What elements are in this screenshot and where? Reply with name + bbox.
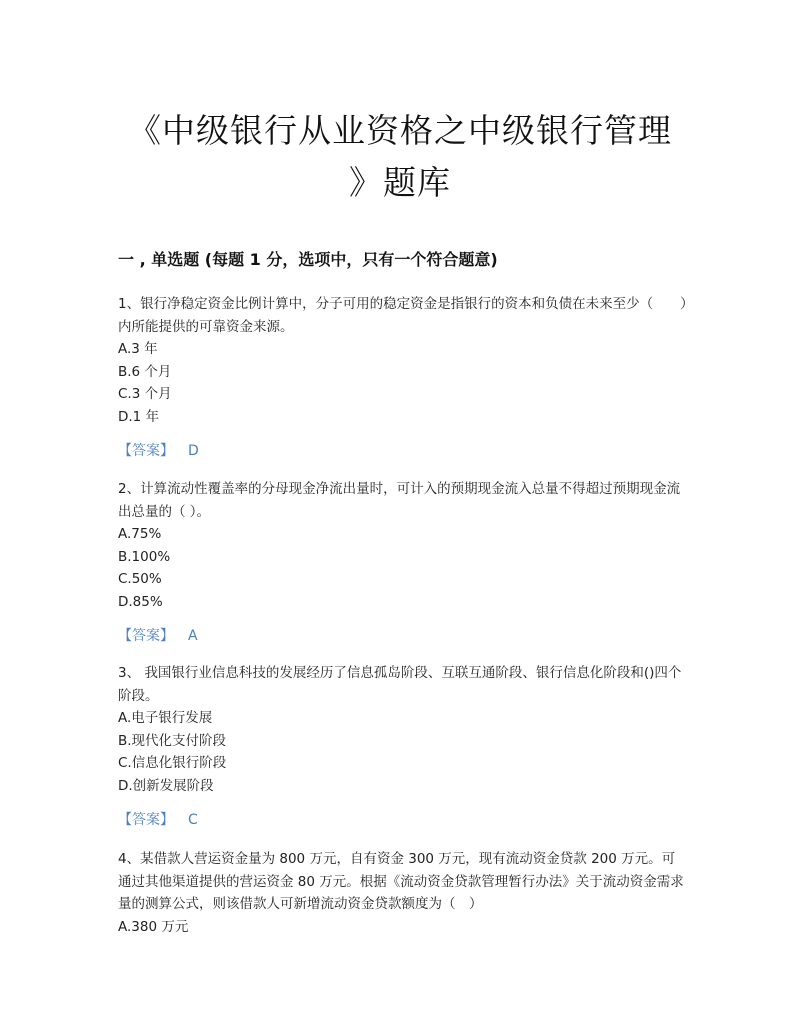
question-4 bbox=[118, 848, 688, 938]
answer-value: C bbox=[188, 812, 198, 828]
answer-line bbox=[118, 440, 688, 463]
option-a: A.75% bbox=[118, 526, 162, 542]
answer-line bbox=[118, 809, 688, 832]
option-d: D.创新发展阶段 bbox=[118, 777, 214, 794]
option-c: C.信息化银行阶段 bbox=[118, 755, 227, 771]
answer-tag: 【答案】 bbox=[118, 443, 174, 459]
option-d: D.85% bbox=[118, 593, 163, 610]
answer-tag: 【答案】 bbox=[118, 812, 174, 828]
answer-tag: 【答案】 bbox=[118, 628, 174, 644]
question-stem: 3、 我国银行业信息科技的发展经历了信息孤岛阶段、互联互通阶段、银行信息化阶段和()四个阶段。 bbox=[118, 665, 682, 704]
option-b: B.6 个月 bbox=[118, 363, 172, 380]
option-a: A.3 年 bbox=[118, 341, 158, 357]
option-a: A.电子银行发展 bbox=[118, 710, 213, 726]
option-a: A.380 万元 bbox=[118, 918, 189, 935]
document-title bbox=[100, 105, 700, 209]
question-stem: 2、计算流动性覆盖率的分母现金净流出量时，可计入的预期现金流入总量不得超过预期现金流出总量的（ ）。 bbox=[118, 481, 681, 520]
answer-value: D bbox=[188, 443, 199, 459]
option-b: B.100% bbox=[118, 548, 171, 565]
option-d: D.1 年 bbox=[118, 408, 160, 425]
section-heading: 一 , 单选题 (每题 1 分，选项中，只有一个符合题意) bbox=[118, 250, 498, 269]
question-1 bbox=[118, 293, 688, 463]
question-stem: 1、银行净稳定资金比例计算中，分子可用的稳定资金是指银行的资本和负债在未来至少（ ）内所能提供的可靠资金来源。 bbox=[118, 296, 687, 335]
title-line-1: 《中级银行从业资格之中级银行管理 bbox=[128, 111, 672, 150]
question-stem: 4、某借款人营运资金量为 800 万元，自有资金 300 万元，现有流动资金贷款 200 万元。可通过其他渠道提供的营运资金 80 万元。根据《流动资金贷款管理暂行办法》关于流动资金需求量的测算公式，则该借款人可新增流动资金贷款额度为（ ） bbox=[118, 851, 684, 912]
answer-line bbox=[118, 625, 688, 648]
title-line-2: 》题库 bbox=[349, 163, 451, 202]
answer-value: A bbox=[188, 628, 198, 644]
option-c: C.50% bbox=[118, 571, 162, 587]
question-2 bbox=[118, 478, 688, 648]
question-3 bbox=[118, 662, 688, 832]
option-b: B.现代化支付阶段 bbox=[118, 732, 227, 749]
option-c: C.3 个月 bbox=[118, 386, 172, 402]
